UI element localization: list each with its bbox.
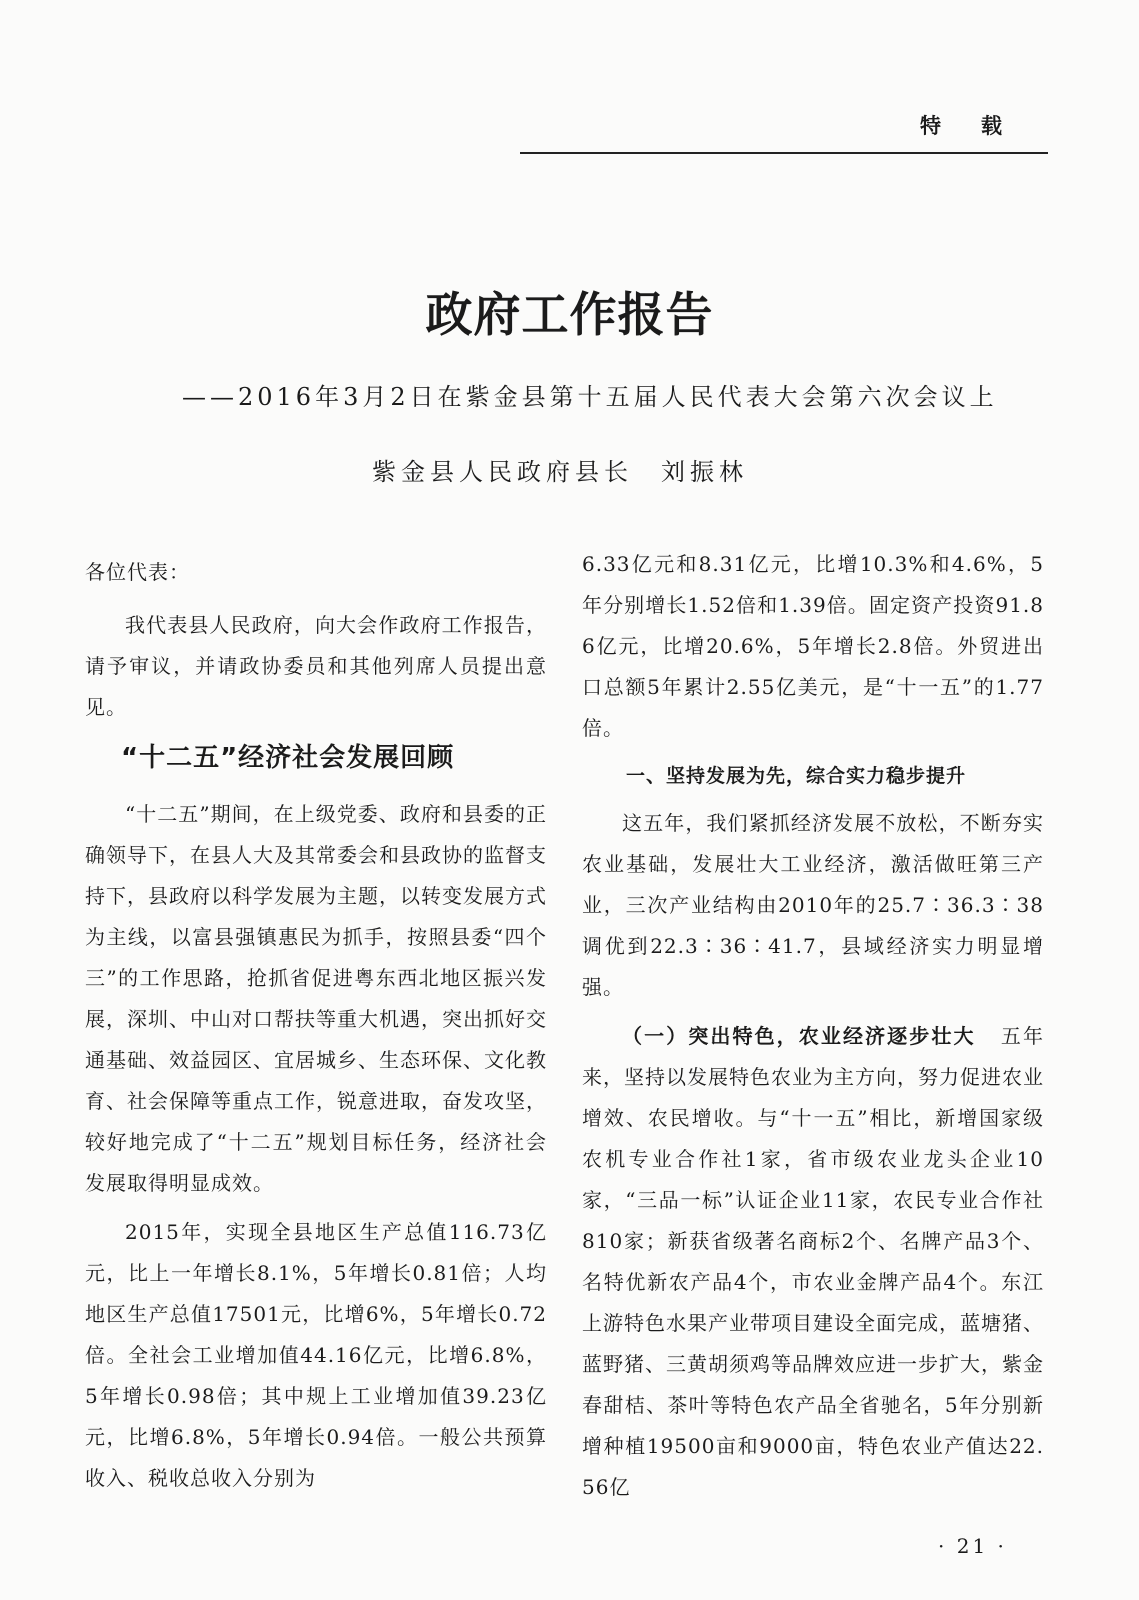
- section-label: 特载: [920, 114, 1042, 138]
- author-name: 刘振林: [661, 458, 748, 486]
- body-paragraph: [582, 1016, 1044, 1508]
- section-heading: “十二五”经济社会发展回顾: [121, 743, 455, 773]
- left-column: [85, 552, 547, 1507]
- body-paragraph-continued: 6.33亿元和8.31亿元，比增10.3%和4.6%，5年分别增长1.52倍和1.39倍。固定资产投资91.86亿元，比增20.6%，5年增长2.8倍。外贸进出口总额5年累计2.55亿美元，是“十一五”的1.77倍。: [582, 552, 1044, 740]
- inline-paragraph-text: 五年来，坚持以发展特色农业为主方向，努力促进农业增效、农民增收。与“十一五”相比，新增国家级农机专业合作社1家，省市级农业龙头企业10家，“三品一标”认证企业11家，农民专业合作社810家；新获省级著名商标2个、名牌产品3个、名特优新农产品4个，市农业金牌产品4个。东江上游特色水果产业带项目建设全面完成，蓝塘猪、蓝野猪、三黄胡须鸡等品牌效应进一步扩大，紫金春甜桔、茶叶等特色农产品全省驰名，5年分别新增种植19500亩和9000亩，特色农业产值达22.56亿: [582, 1024, 1045, 1499]
- subheading: 一、坚持发展为先，综合实力稳步提升: [626, 765, 967, 787]
- body-paragraph: 2015年，实现全县地区生产总值116.73亿元，比上一年增长8.1%，5年增长0.81倍；人均地区生产总值17501元，比增6%，5年增长0.72倍。全社会工业增加值44.16亿元，比增6.8%，5年增长0.98倍；其中规上工业增加值39.23亿元，比增6.8%，5年增长0.94倍。一般公共预算收入、税收总收入分别为: [85, 1220, 547, 1490]
- inline-subheading: （一）突出特色，农业经济逐步壮大: [622, 1024, 976, 1048]
- document-title: 政府工作报告: [425, 288, 714, 343]
- document-subtitle: ——2016年3月2日在紫金县第十五届人民代表大会第六次会议上: [182, 383, 998, 411]
- intro-paragraph: 我代表县人民政府，向大会作政府工作报告，请予审议，并请政协委员和其他列席人员提出意见。: [85, 613, 547, 719]
- page-number: · 21 ·: [938, 1534, 1007, 1558]
- right-column: [582, 544, 1044, 1516]
- body-paragraph: 这五年，我们紧抓经济发展不放松，不断夯实农业基础，发展壮大工业经济，激活做旺第三产业，三次产业结构由2010年的25.7∶36.3∶38调优到22.3∶36∶41.7，县域经济实力明显增强。: [582, 811, 1044, 999]
- author-line: [372, 455, 748, 489]
- author-position: 紫金县人民政府县长: [372, 458, 633, 486]
- greeting: 各位代表：: [85, 560, 190, 584]
- header-rule: [520, 152, 1048, 154]
- body-paragraph: “十二五”期间，在上级党委、政府和县委的正确领导下，在县人大及其常委会和县政协的监督支持下，县政府以科学发展为主题，以转变发展方式为主线，以富县强镇惠民为抓手，按照县委“四个三”的工作思路，抢抓省促进粤东西北地区振兴发展，深圳、中山对口帮扶等重大机遇，突出抓好交通基础、效益园区、宜居城乡、生态环保、文化教育、社会保障等重点工作，锐意进取，奋发攻坚，较好地完成了“十二五”规划目标任务，经济社会发展取得明显成效。: [85, 802, 547, 1195]
